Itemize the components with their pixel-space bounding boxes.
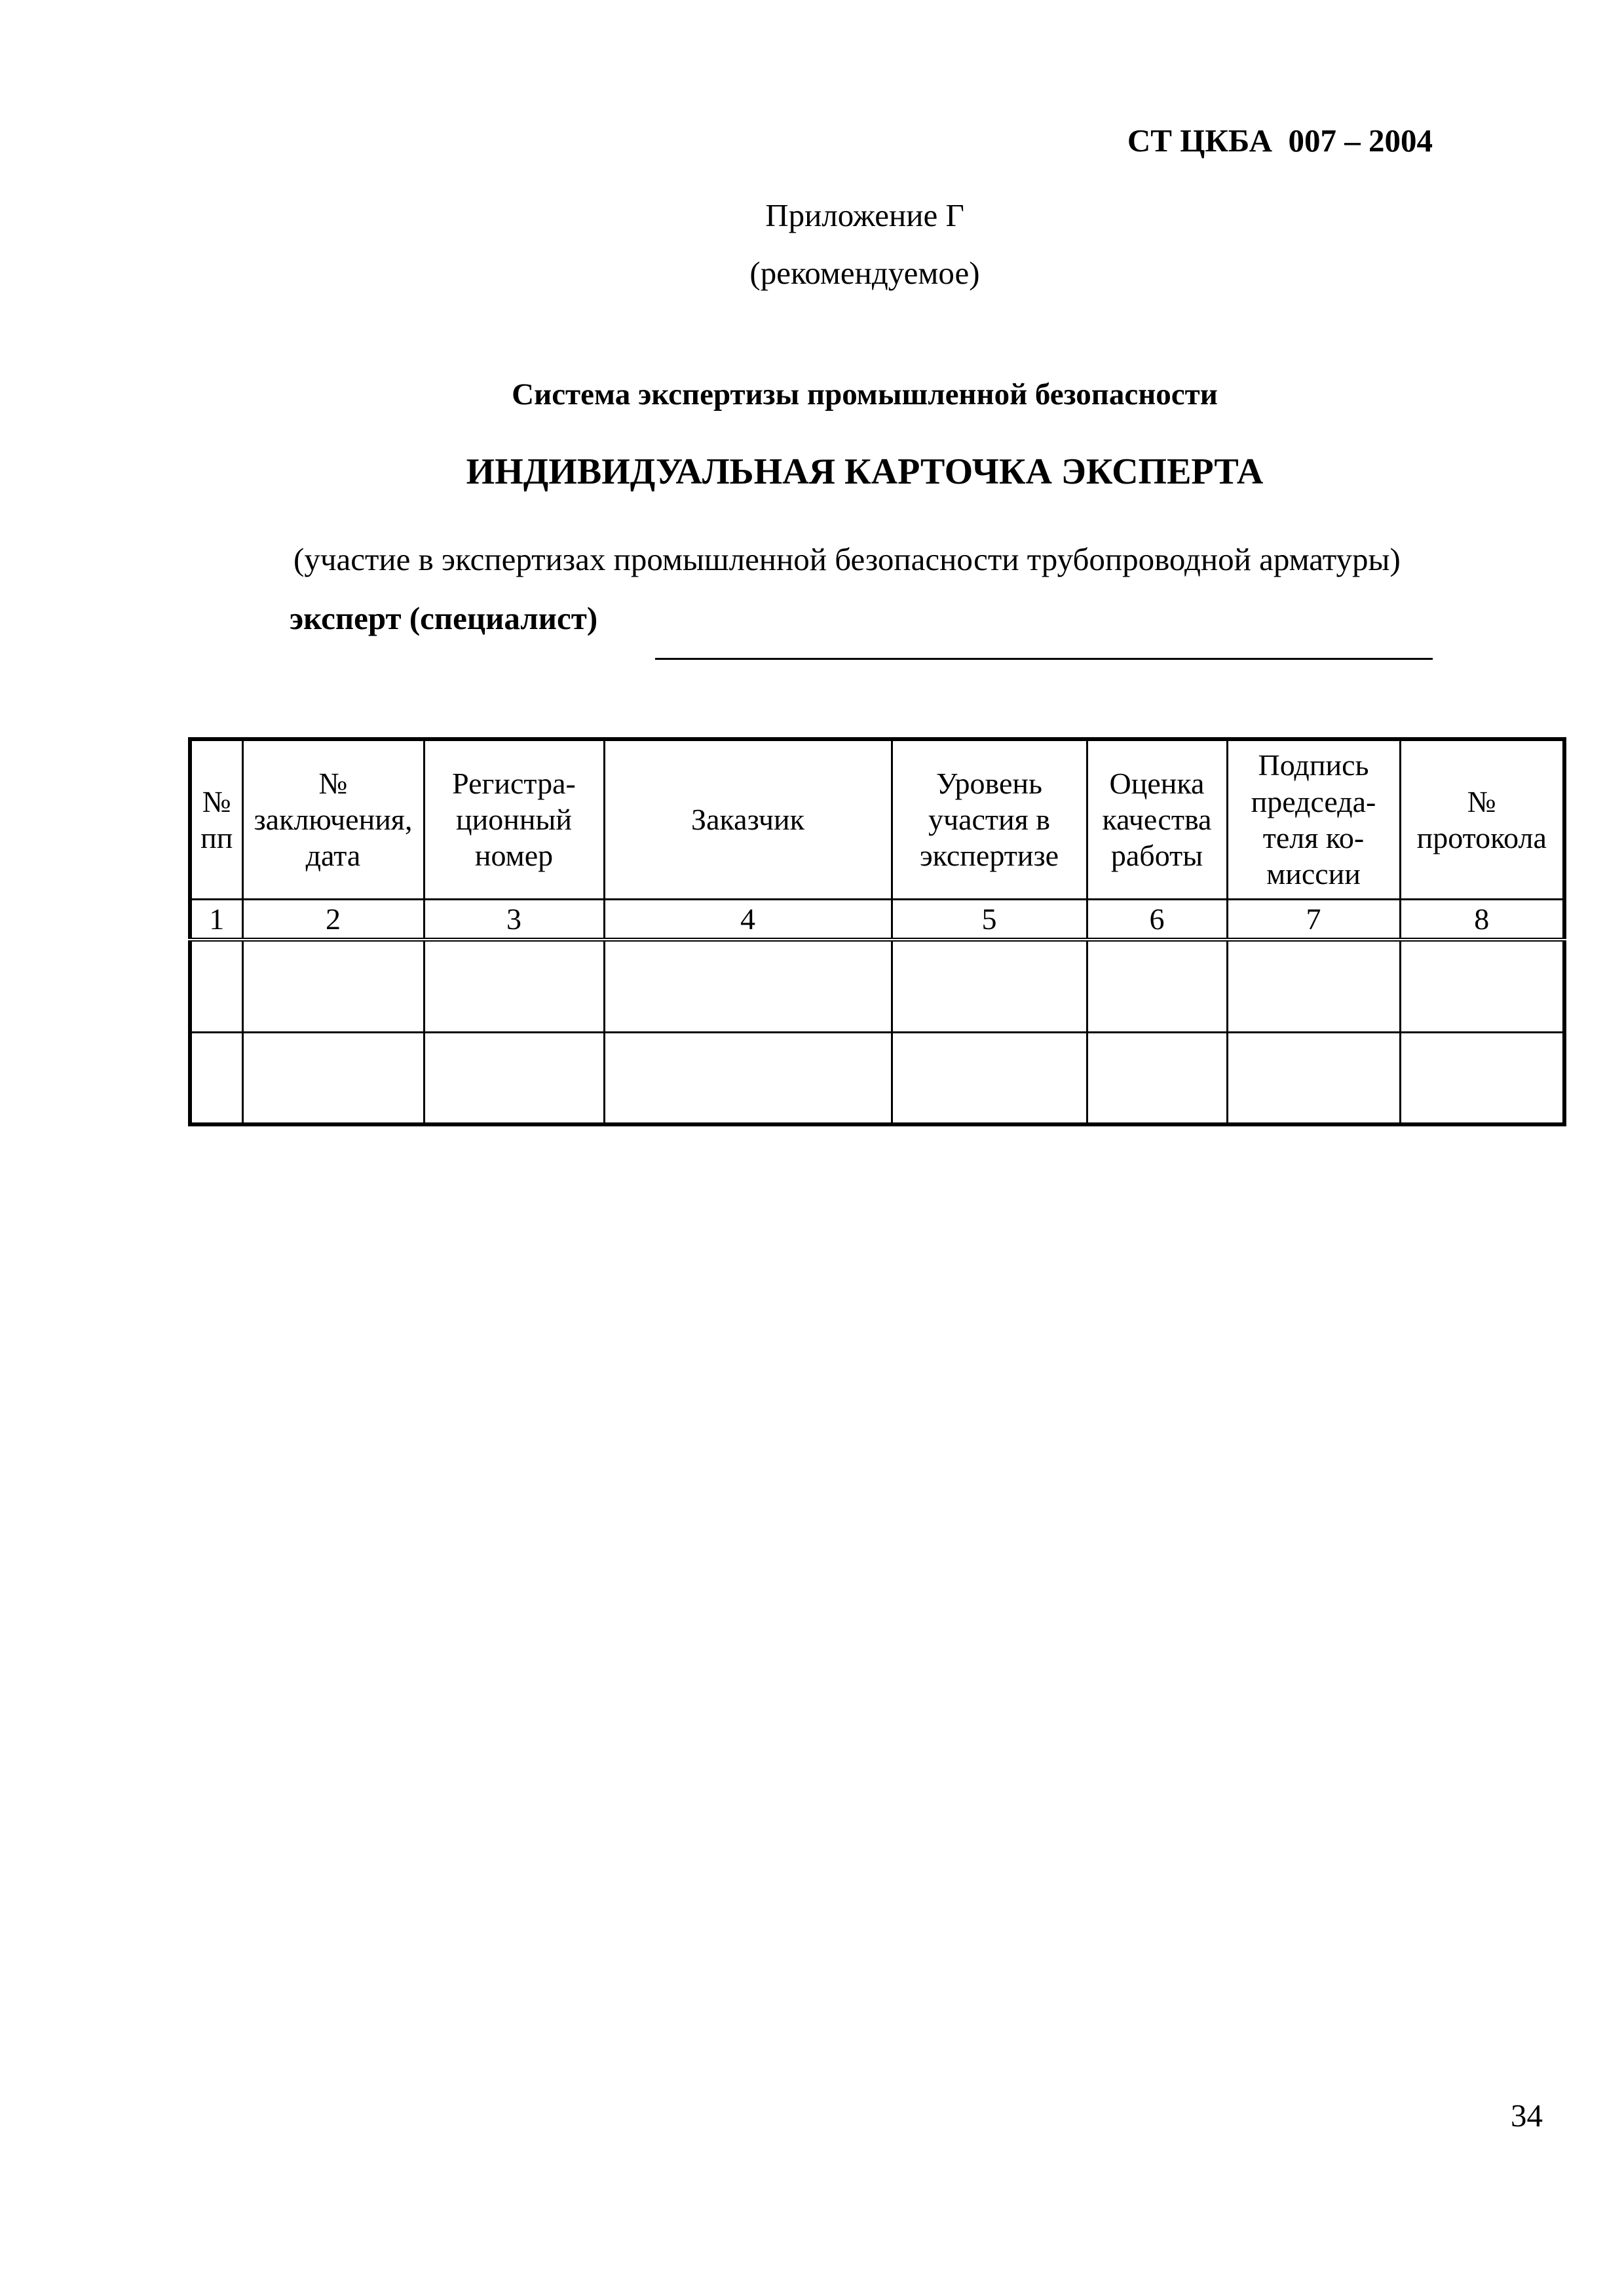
column-header-line: участия в [928, 803, 1051, 837]
appendix-note: (рекомендуемое) [749, 255, 980, 291]
column-number-7: 7 [1227, 899, 1400, 940]
column-header-line: председа- [1251, 784, 1376, 818]
table-cell[interactable] [424, 940, 604, 1032]
system-name: Система экспертизы промышленной безопасности [512, 377, 1218, 411]
column-header-line: ционный [456, 803, 572, 837]
table-cell[interactable] [892, 940, 1087, 1032]
column-number-2: 2 [242, 899, 424, 940]
table-header [190, 739, 1564, 940]
card-subtitle: (участие в экспертизах промышленной безопасности трубопроводной арматуры) [293, 541, 1401, 577]
table-row [190, 1032, 1564, 1124]
column-header-line: качества [1102, 803, 1212, 837]
column-header-line: Регистра- [452, 766, 576, 800]
column-header-line: № [318, 766, 348, 800]
table-cell[interactable] [604, 940, 892, 1032]
column-number-4: 4 [604, 899, 892, 940]
table-cell[interactable] [1227, 940, 1400, 1032]
expert-card-table [188, 737, 1566, 1126]
column-header-line: миссии [1266, 856, 1361, 890]
column-header-line: заключения, [254, 803, 413, 837]
page-number: 34 [1511, 2097, 1543, 2133]
column-header-line: экспертизе [919, 839, 1059, 873]
column-header-line: работы [1110, 839, 1203, 873]
column-header-line: Подпись [1258, 748, 1369, 782]
column-header-line: дата [305, 839, 361, 873]
column-number-6: 6 [1087, 899, 1227, 940]
column-header-8 [1400, 739, 1564, 899]
column-header-1 [190, 739, 242, 899]
table-cell[interactable] [424, 1032, 604, 1124]
table-body [190, 940, 1564, 1124]
column-header-2 [242, 739, 424, 899]
header-row [190, 739, 1564, 899]
column-header-line: Уровень [936, 766, 1042, 800]
column-header-line: Заказчик [691, 803, 804, 837]
column-number-8: 8 [1400, 899, 1564, 940]
column-header-line: номер [474, 839, 554, 873]
table-cell[interactable] [1400, 940, 1564, 1032]
table-cell[interactable] [1087, 940, 1227, 1032]
column-header-line: № [1467, 784, 1496, 818]
column-header-line: пп [200, 820, 233, 854]
column-number-3: 3 [424, 899, 604, 940]
table-row [190, 940, 1564, 1032]
column-number-5: 5 [892, 899, 1087, 940]
table-cell[interactable] [242, 1032, 424, 1124]
column-header-3 [424, 739, 604, 899]
column-header-7 [1227, 739, 1400, 899]
expert-name-line [655, 658, 1433, 660]
column-header-5 [892, 739, 1087, 899]
table-cell[interactable] [604, 1032, 892, 1124]
card-title: ИНДИВИДУАЛЬНАЯ КАРТОЧКА ЭКСПЕРТА [466, 451, 1264, 492]
column-header-line: № [202, 784, 231, 818]
column-header-line: Оценка [1109, 766, 1205, 800]
column-header-line: теля ко- [1262, 820, 1365, 854]
standard-code: СТ ЦКБА 007 – 2004 [1127, 123, 1433, 159]
appendix-title: Приложение Г [765, 197, 964, 233]
table-cell[interactable] [1087, 1032, 1227, 1124]
column-header-4 [604, 739, 892, 899]
table-cell[interactable] [242, 940, 424, 1032]
table-cell[interactable] [892, 1032, 1087, 1124]
column-header-line: протокола [1416, 820, 1547, 854]
table-cell[interactable] [190, 1032, 242, 1124]
table-cell[interactable] [1227, 1032, 1400, 1124]
column-header-6 [1087, 739, 1227, 899]
column-number-row [190, 899, 1564, 940]
expert-label: эксперт (специалист) [290, 600, 598, 636]
column-number-1: 1 [190, 899, 242, 940]
table-cell[interactable] [1400, 1032, 1564, 1124]
table-cell[interactable] [190, 940, 242, 1032]
